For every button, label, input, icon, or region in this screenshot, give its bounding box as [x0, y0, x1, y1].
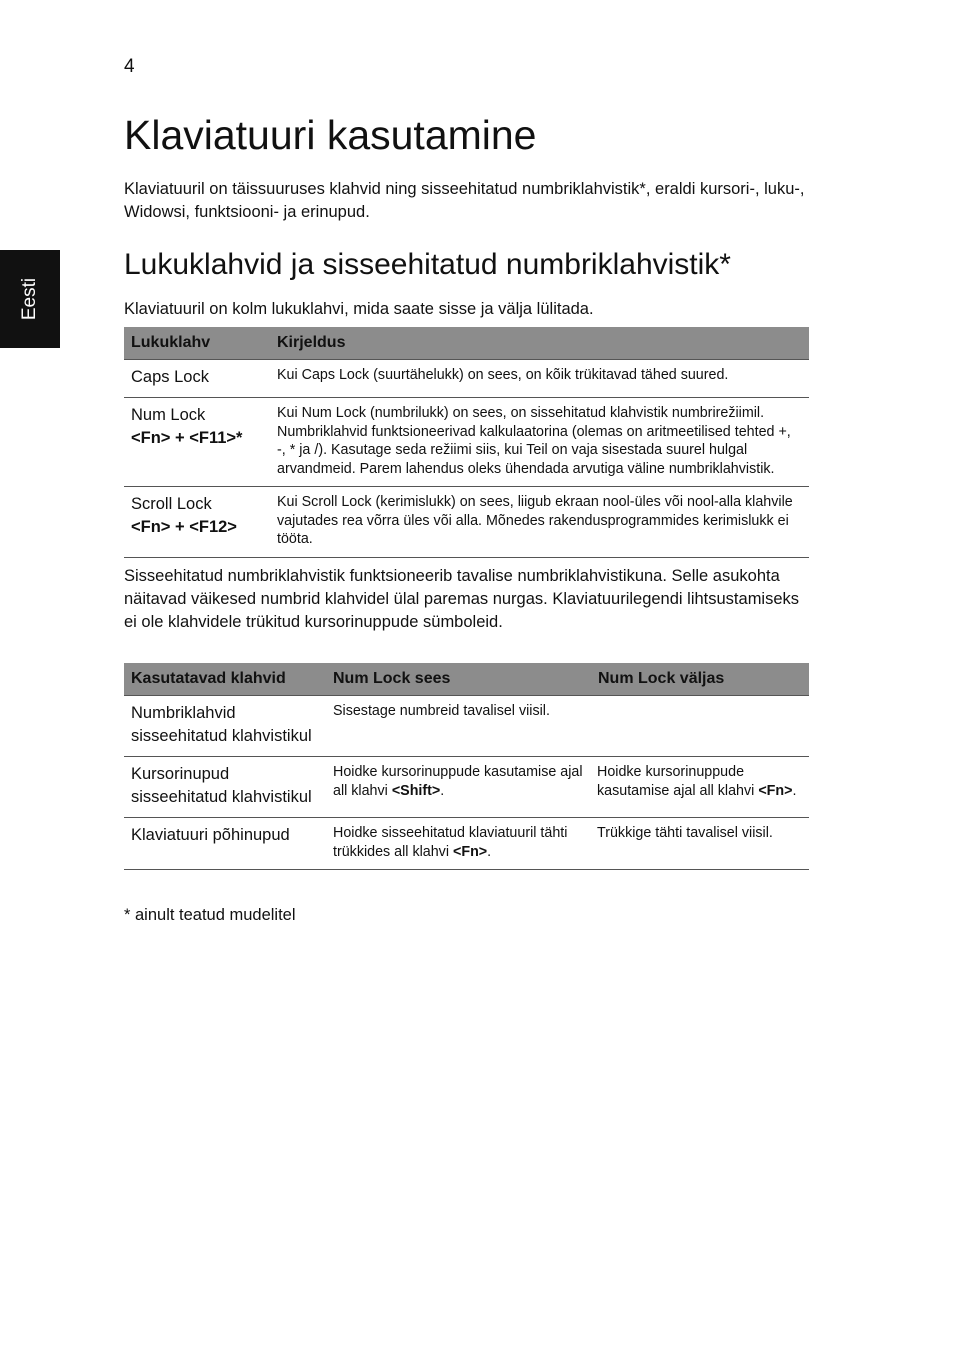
lock-key-name: Scroll Lock — [131, 495, 212, 513]
table-header-row — [124, 327, 809, 360]
intro-paragraph: Klaviatuuril on täissuuruses klahvid ning sisseehitatud numbriklahvistik*, eraldi kursori-, luku-, Widowsi, funktsiooni- ja erinupud. — [124, 180, 805, 221]
num-lock-on-cell — [326, 696, 590, 757]
lock-keys-table — [124, 327, 809, 558]
footnote: * ainult teatud mudelitel — [124, 906, 296, 924]
table-row-main-keys — [124, 818, 809, 870]
num-lock-off-text: Trükkige tähti tavalisel viisil. — [597, 825, 773, 841]
keys-cell: Kursorinupud sisseehitatud klahvistikul — [124, 757, 326, 818]
num-lock-on-text: Hoidke sisseehitatud klaviatuuril tähti trükkides all klahvi — [333, 825, 568, 860]
numpad-table — [124, 663, 809, 870]
num-lock-on-cell: Hoidke sisseehitatud klaviatuuril tähti trükkides all klahvi <Fn>. — [326, 818, 590, 870]
table-row-caps-lock — [124, 360, 809, 398]
lock-key-cell — [124, 398, 270, 487]
num-lock-on-key: <Shift> — [391, 782, 441, 799]
column-header-num-lock-on: Num Lock sees — [326, 663, 590, 696]
num-lock-off-text: Hoidke kursorinuppude kasutamise ajal all klahvi — [597, 764, 759, 799]
table-row-scroll-lock — [124, 487, 809, 558]
language-side-tab-label: Eesti — [19, 277, 40, 321]
lock-description-cell: Kui Scroll Lock (kerimislukk) on sees, liigub ekraan nool-üles või nool-alla klahvile vajutades rea võrra üles või alla. Mõnedes rakendusprogrammides kerimislukk ei tööta. — [270, 487, 809, 558]
table-row-num-lock — [124, 398, 809, 487]
section-title: Lukuklahvid ja sisseehitatud numbriklahvistik* — [124, 248, 731, 281]
lock-description-cell: Kui Num Lock (numbrilukk) on sees, on sissehitatud klahvistik numbrirežiimil. Numbriklahvid funktsioneerivad kalkulaatorina (olemas on aritmeetilised tehted +, -, * ja /). Kasutage seda režiimi siis, kui Teil on vaja sisestada suurel hulgal arvandmeid. Parem lahendus oleks ühendada arvutiga väline numbriklahvistik. — [270, 398, 809, 487]
num-lock-off-cell: Hoidke kursorinuppude kasutamise ajal all klahvi <Fn>. — [590, 757, 809, 818]
page-number: 4 — [124, 56, 135, 77]
section-lead-paragraph: Klaviatuuril on kolm lukuklahvi, mida saate sisse ja välja lülitada. — [124, 300, 594, 318]
keys-cell: Klaviatuuri põhinupud — [124, 818, 326, 870]
num-lock-off-cell — [590, 696, 809, 757]
column-header-description: Kirjeldus — [270, 327, 809, 360]
language-side-tab — [0, 250, 60, 348]
num-lock-on-text: Hoidke kursorinuppude kasutamise ajal all klahvi — [333, 764, 583, 799]
lock-key-combo: <Fn> + <F12> — [131, 518, 237, 536]
num-lock-off-key: <Fn> — [758, 782, 793, 799]
lock-key-cell — [124, 360, 270, 398]
num-lock-on-cell: Hoidke kursorinuppude kasutamise ajal all klahvi <Shift>. — [326, 757, 590, 818]
lock-key-name: Caps Lock — [131, 368, 209, 386]
table-header-row — [124, 663, 809, 696]
lock-key-name: Num Lock — [131, 406, 206, 424]
column-header-lock-key: Lukuklahv — [124, 327, 270, 360]
numpad-paragraph: Sisseehitatud numbriklahvistik funktsioneerib tavalise numbriklahvistikuna. Selle asukohta näitavad väikesed numbrid klahvidel ülal paremas nurgas. Klaviatuurilegendi lihtsustamiseks ei ole klahvidele trükitud kursorinuppude sümboleid. — [124, 567, 800, 631]
page-title: Klaviatuuri kasutamine — [124, 112, 537, 158]
column-header-keys: Kasutatavad klahvid — [124, 663, 326, 696]
lock-key-combo: <Fn> + <F11>* — [131, 429, 243, 447]
column-header-num-lock-off: Num Lock väljas — [590, 663, 809, 696]
lock-key-cell — [124, 487, 270, 558]
table-row-number-keys — [124, 696, 809, 757]
lock-description-cell: Kui Caps Lock (suurtähelukk) on sees, on kõik trükitavad tähed suured. — [270, 360, 809, 398]
num-lock-on-key: <Fn> — [452, 843, 488, 860]
num-lock-off-cell — [590, 818, 809, 870]
table-row-cursor-keys — [124, 757, 809, 818]
keys-cell: Numbriklahvid sisseehitatud klahvistikul — [124, 696, 326, 757]
num-lock-on-text: Sisestage numbreid tavalisel viisil. — [333, 703, 550, 719]
